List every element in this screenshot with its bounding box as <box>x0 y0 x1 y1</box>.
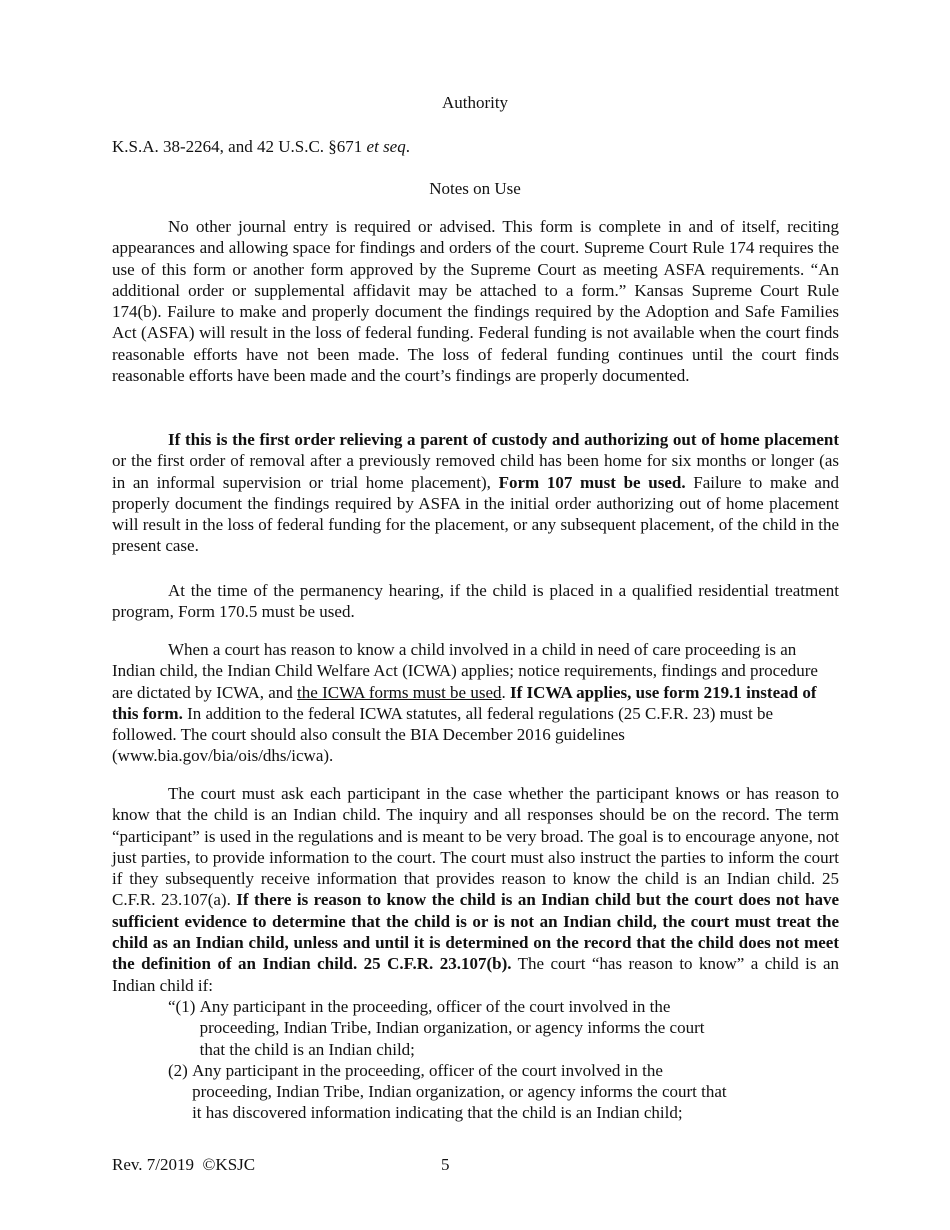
authority-heading: Authority <box>441 93 509 112</box>
authority-citation-text: K.S.A. 38-2264, and 42 U.S.C. §671 <box>112 137 367 156</box>
notes-paragraph-2 <box>112 429 839 557</box>
authority-citation-end: . <box>405 137 410 156</box>
reason-to-know-emphasis: If there is reason to know the child is an Indian child but the court does not have sufficient evidence to determine that the child is or is not an Indian child, the court must treat the child as an Indian child, unless and until it is determined on the record that the child does not meet the definition of an Indian child. 25 C.F.R. 23.107(b). <box>112 890 840 974</box>
paragraph-4-text-3: In addition to the federal ICWA statutes, all federal regulations (25 C.F.R. 23) must be followed. The court should also consult the BIA December 2016 guidelines (www.bia.gov/bia/ois/dhs/icwa). <box>112 703 774 766</box>
notes-heading: Notes on Use <box>429 179 521 198</box>
list-item <box>168 1060 730 1124</box>
paragraph-4-text-2: . <box>501 682 510 702</box>
paragraph-4-text-1: When a court has reason to know a child involved in a child in need of care proceeding is an Indian child, the Indian Child Welfare Act (ICWA) applies; notice requirements, findings and procedure are dictated by ICWA, and <box>112 640 818 702</box>
icwa-forms-underline: the ICWA forms must be used <box>297 682 502 702</box>
list-item-number: (2) <box>168 1060 193 1080</box>
paragraph-2-text-2: Failure to make and properly document the findings required by ASFA in the initial order authorizing out of home placement will result in the loss of federal funding for the placement, or any subsequent placement, of the child in the present case. <box>112 472 839 556</box>
paragraph-5-text-2: The court “has reason to know” a child is an Indian child if: <box>112 954 840 995</box>
list-item-number: “(1) <box>168 997 200 1016</box>
notes-paragraph-3: At the time of the permanency hearing, if the child is placed in a qualified residential treatment program, Form 170.5 must be used. <box>112 581 839 622</box>
form-107-emphasis: Form 107 must be used. <box>498 472 686 492</box>
authority-citation-italic: et seq <box>366 137 406 156</box>
authority-citation <box>112 136 839 157</box>
list-item <box>168 996 730 1060</box>
list-item-text: Any participant in the proceeding, officer of the court involved in the proceeding, Indian Tribe, Indian organization, or agency informs the court that the child is an Indian child; <box>199 997 705 1059</box>
reason-to-know-list <box>168 996 730 1124</box>
icwa-form-219-emphasis: If ICWA applies, use form 219.1 instead of this form. <box>112 682 817 723</box>
notes-paragraph-4 <box>112 639 839 767</box>
paragraph-5-text-1: The court must ask each participant in the case whether the participant knows or has reason to know that the child is an Indian child. The inquiry and all responses should be on the record. The term “participant” is used in the regulations and is meant to be very broad. The goal is to encourage anyone, not just parties, to provide information to the court. The court must also instruct the parties to inform the court if they subsequently receive information that provides reason to know the child is an Indian child. 25 C.F.R. 23.107(a). <box>112 784 839 910</box>
notes-paragraph-1: No other journal entry is required or advised. This form is complete in and of itself, reciting appearances and allowing space for findings and orders of the court. Supreme Court Rule 174 requires the use of this form or another form approved by the Supreme Court as meeting ASFA requirements. “An additional order or supplemental affidavit may be attached to a form.” Kansas Supreme Court Rule 174(b). Failure to make and properly document the findings required by the Adoption and Safe Families Act (ASFA) will result in the loss of federal funding. Federal funding is not available when the court finds reasonable efforts have not been made. The loss of federal funding continues until the court finds reasonable efforts have been made and the court’s findings are properly documented. <box>112 217 839 386</box>
footer-page-number: 5 <box>441 1155 450 1174</box>
first-order-emphasis: If this is the first order relieving a parent of custody and authorizing out of home placement <box>168 430 839 449</box>
list-item-text: Any participant in the proceeding, officer of the court involved in the proceeding, Indian Tribe, Indian organization, or agency informs the court that it has discovered information indicating that the child is an Indian child; <box>192 1060 727 1123</box>
paragraph-2-text-1: or the first order of removal after a previously removed child has been home for six months or longer (as in an informal supervision or trial home placement), <box>112 451 839 492</box>
footer-revision: Rev. 7/2019 ©KSJC <box>112 1155 256 1174</box>
notes-paragraph-5 <box>112 783 839 996</box>
